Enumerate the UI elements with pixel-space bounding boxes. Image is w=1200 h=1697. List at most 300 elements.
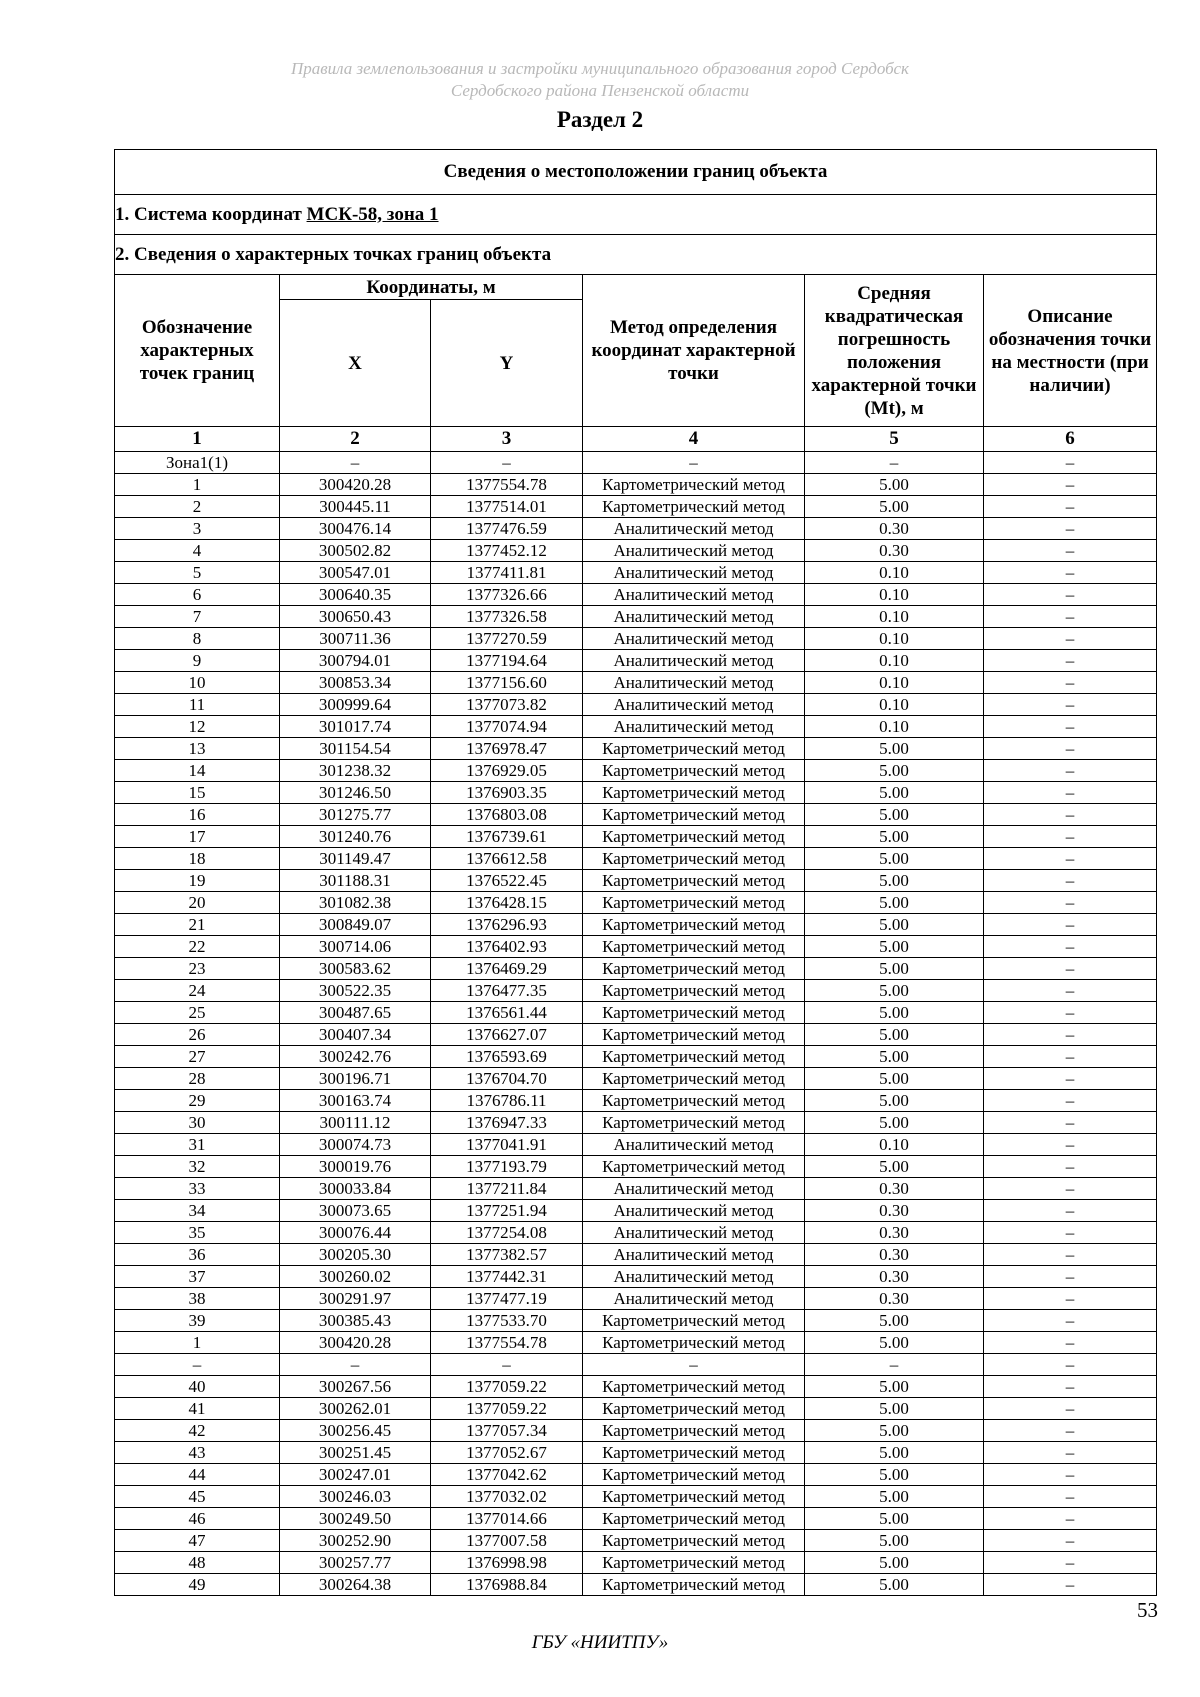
x-coord-cell: 300256.45 (280, 1420, 431, 1442)
x-coord-cell: 300385.43 (280, 1310, 431, 1332)
table-row (115, 1002, 1157, 1024)
y-coord-cell: 1377014.66 (431, 1508, 583, 1530)
description-cell: – (984, 848, 1157, 870)
table-row (115, 738, 1157, 760)
error-cell: 0.10 (805, 1134, 984, 1156)
col-header-method: Метод определения координат характерной точки (583, 275, 805, 427)
description-cell: – (984, 540, 1157, 562)
table-row (115, 562, 1157, 584)
y-coord-cell: 1377156.60 (431, 672, 583, 694)
x-coord-cell: 300246.03 (280, 1486, 431, 1508)
method-cell: Картометрический метод (583, 760, 805, 782)
point-id-cell: 18 (115, 848, 280, 870)
method-cell: Картометрический метод (583, 914, 805, 936)
col-number-1: 1 (115, 427, 280, 452)
table-row (115, 474, 1157, 496)
description-cell: – (984, 496, 1157, 518)
description-cell: – (984, 1376, 1157, 1398)
x-coord-cell: 300476.14 (280, 518, 431, 540)
method-cell: Аналитический метод (583, 584, 805, 606)
col-number-4: 4 (583, 427, 805, 452)
x-coord-cell: 300794.01 (280, 650, 431, 672)
point-id-cell: 47 (115, 1530, 280, 1552)
point-id-cell: 36 (115, 1244, 280, 1266)
error-cell: 5.00 (805, 892, 984, 914)
description-cell: – (984, 1332, 1157, 1354)
description-cell: – (984, 980, 1157, 1002)
col-header-coords: Координаты, м (280, 275, 583, 300)
description-cell: – (984, 892, 1157, 914)
point-id-cell: 39 (115, 1310, 280, 1332)
point-id-cell: 34 (115, 1200, 280, 1222)
method-cell: Аналитический метод (583, 518, 805, 540)
table-row (115, 1486, 1157, 1508)
y-coord-cell: – (431, 1354, 583, 1376)
y-coord-cell: 1377041.91 (431, 1134, 583, 1156)
col-header-y: Y (431, 300, 583, 427)
method-cell: Аналитический метод (583, 1288, 805, 1310)
method-cell: Аналитический метод (583, 694, 805, 716)
y-coord-cell: 1376522.45 (431, 870, 583, 892)
table-row (115, 1310, 1157, 1332)
coord-system-label: 1. Система координат (115, 203, 302, 225)
description-cell: – (984, 584, 1157, 606)
description-cell: – (984, 452, 1157, 474)
point-id-cell: 19 (115, 870, 280, 892)
x-coord-cell: 300487.65 (280, 1002, 431, 1024)
table-body (115, 452, 1157, 1596)
y-coord-cell: 1377211.84 (431, 1178, 583, 1200)
description-cell: – (984, 562, 1157, 584)
table-row (115, 1508, 1157, 1530)
x-coord-cell: 300547.01 (280, 562, 431, 584)
error-cell: 0.10 (805, 584, 984, 606)
error-cell: 0.10 (805, 672, 984, 694)
point-id-cell: Зона1(1) (115, 452, 280, 474)
table-row (115, 1574, 1157, 1596)
error-cell: 5.00 (805, 1486, 984, 1508)
x-coord-cell: – (280, 452, 431, 474)
table-row (115, 1288, 1157, 1310)
point-id-cell: 20 (115, 892, 280, 914)
point-id-cell: 35 (115, 1222, 280, 1244)
x-coord-cell: 300267.56 (280, 1376, 431, 1398)
table-row (115, 958, 1157, 980)
description-cell: – (984, 958, 1157, 980)
table-row (115, 496, 1157, 518)
description-cell: – (984, 1354, 1157, 1376)
description-cell: – (984, 1200, 1157, 1222)
table-row (115, 848, 1157, 870)
description-cell: – (984, 1156, 1157, 1178)
table-row (115, 628, 1157, 650)
error-cell: 5.00 (805, 1508, 984, 1530)
method-cell: Картометрический метод (583, 826, 805, 848)
col-number-6: 6 (984, 427, 1157, 452)
x-coord-cell: 300163.74 (280, 1090, 431, 1112)
description-cell: – (984, 1574, 1157, 1596)
table-row (115, 452, 1157, 474)
x-coord-cell: 301017.74 (280, 716, 431, 738)
method-cell: Аналитический метод (583, 628, 805, 650)
y-coord-cell: 1376704.70 (431, 1068, 583, 1090)
description-cell: – (984, 672, 1157, 694)
y-coord-cell: 1376561.44 (431, 1002, 583, 1024)
error-cell: 0.10 (805, 694, 984, 716)
y-coord-cell: 1377554.78 (431, 1332, 583, 1354)
point-id-cell: 33 (115, 1178, 280, 1200)
point-id-cell: 6 (115, 584, 280, 606)
description-cell: – (984, 914, 1157, 936)
point-id-cell: 13 (115, 738, 280, 760)
point-id-cell: 9 (115, 650, 280, 672)
error-cell: 5.00 (805, 958, 984, 980)
error-cell: 5.00 (805, 914, 984, 936)
y-coord-cell: 1376929.05 (431, 760, 583, 782)
method-cell: Аналитический метод (583, 1244, 805, 1266)
x-coord-cell: 300291.97 (280, 1288, 431, 1310)
y-coord-cell: 1377514.01 (431, 496, 583, 518)
error-cell: 5.00 (805, 1442, 984, 1464)
y-coord-cell: 1376428.15 (431, 892, 583, 914)
error-cell: 0.10 (805, 628, 984, 650)
x-coord-cell: 300711.36 (280, 628, 431, 650)
point-id-cell: 23 (115, 958, 280, 980)
description-cell: – (984, 1178, 1157, 1200)
point-id-cell: 38 (115, 1288, 280, 1310)
method-cell: Картометрический метод (583, 1112, 805, 1134)
table-row (115, 1244, 1157, 1266)
point-id-cell: 4 (115, 540, 280, 562)
method-cell: Аналитический метод (583, 1266, 805, 1288)
method-cell: Аналитический метод (583, 672, 805, 694)
point-id-cell: 29 (115, 1090, 280, 1112)
description-cell: – (984, 1024, 1157, 1046)
point-id-cell: 1 (115, 474, 280, 496)
error-cell: 5.00 (805, 826, 984, 848)
error-cell: 5.00 (805, 1574, 984, 1596)
y-coord-cell: – (431, 452, 583, 474)
col-header-error: Средняя квадратическая погрешность положения характерной точки (Mt), м (805, 275, 984, 427)
y-coord-cell: 1376469.29 (431, 958, 583, 980)
point-id-cell: 16 (115, 804, 280, 826)
error-cell: 5.00 (805, 1002, 984, 1024)
table-row (115, 606, 1157, 628)
x-coord-cell: 300252.90 (280, 1530, 431, 1552)
error-cell: 5.00 (805, 1464, 984, 1486)
x-coord-cell: 301246.50 (280, 782, 431, 804)
method-cell: Картометрический метод (583, 1068, 805, 1090)
description-cell: – (984, 760, 1157, 782)
description-cell: – (984, 1398, 1157, 1420)
points-section-label: 2. Сведения о характерных точках границ объекта (115, 235, 1157, 275)
y-coord-cell: 1377052.67 (431, 1442, 583, 1464)
point-id-cell: 43 (115, 1442, 280, 1464)
table-row (115, 1178, 1157, 1200)
point-id-cell: 3 (115, 518, 280, 540)
boundary-points-table (114, 149, 1157, 1596)
method-cell: Картометрический метод (583, 738, 805, 760)
table-row (115, 1464, 1157, 1486)
point-id-cell: 48 (115, 1552, 280, 1574)
method-cell: Картометрический метод (583, 848, 805, 870)
method-cell: Картометрический метод (583, 1310, 805, 1332)
x-coord-cell: 300502.82 (280, 540, 431, 562)
point-id-cell: 7 (115, 606, 280, 628)
method-cell: Аналитический метод (583, 540, 805, 562)
description-cell: – (984, 650, 1157, 672)
error-cell: 0.30 (805, 1244, 984, 1266)
x-coord-cell: 300033.84 (280, 1178, 431, 1200)
x-coord-cell: 300262.01 (280, 1398, 431, 1420)
table-row (115, 1200, 1157, 1222)
method-cell: – (583, 1354, 805, 1376)
col-number-2: 2 (280, 427, 431, 452)
table-row (115, 1046, 1157, 1068)
description-cell: – (984, 1464, 1157, 1486)
x-coord-cell: 300249.50 (280, 1508, 431, 1530)
description-cell: – (984, 716, 1157, 738)
y-coord-cell: 1377059.22 (431, 1376, 583, 1398)
method-cell: Картометрический метод (583, 1376, 805, 1398)
table-row (115, 1090, 1157, 1112)
description-cell: – (984, 1134, 1157, 1156)
error-cell: 0.30 (805, 518, 984, 540)
description-cell: – (984, 936, 1157, 958)
point-id-cell: 21 (115, 914, 280, 936)
point-id-cell: 1 (115, 1332, 280, 1354)
point-id-cell: 2 (115, 496, 280, 518)
table-row (115, 1068, 1157, 1090)
point-id-cell: 31 (115, 1134, 280, 1156)
x-coord-cell: 301154.54 (280, 738, 431, 760)
error-cell: 5.00 (805, 496, 984, 518)
x-coord-cell: 300076.44 (280, 1222, 431, 1244)
error-cell: 0.10 (805, 606, 984, 628)
table-row (115, 760, 1157, 782)
description-cell: – (984, 1090, 1157, 1112)
method-cell: Аналитический метод (583, 1200, 805, 1222)
y-coord-cell: 1377032.02 (431, 1486, 583, 1508)
y-coord-cell: 1376612.58 (431, 848, 583, 870)
table-row (115, 518, 1157, 540)
method-cell: – (583, 452, 805, 474)
error-cell: – (805, 452, 984, 474)
x-coord-cell: 300420.28 (280, 474, 431, 496)
error-cell: 5.00 (805, 980, 984, 1002)
error-cell: 5.00 (805, 1398, 984, 1420)
table-header (115, 150, 1157, 452)
y-coord-cell: 1377074.94 (431, 716, 583, 738)
method-cell: Аналитический метод (583, 1222, 805, 1244)
y-coord-cell: 1377193.79 (431, 1156, 583, 1178)
error-cell: 5.00 (805, 1530, 984, 1552)
error-cell: 5.00 (805, 1068, 984, 1090)
error-cell: 5.00 (805, 1552, 984, 1574)
error-cell: 5.00 (805, 1332, 984, 1354)
point-id-cell: 8 (115, 628, 280, 650)
method-cell: Картометрический метод (583, 1508, 805, 1530)
method-cell: Картометрический метод (583, 1046, 805, 1068)
y-coord-cell: 1376627.07 (431, 1024, 583, 1046)
y-coord-cell: 1377270.59 (431, 628, 583, 650)
table-row (115, 1398, 1157, 1420)
method-cell: Аналитический метод (583, 606, 805, 628)
x-coord-cell: 300074.73 (280, 1134, 431, 1156)
point-id-cell: 32 (115, 1156, 280, 1178)
y-coord-cell: 1376903.35 (431, 782, 583, 804)
table-row (115, 672, 1157, 694)
y-coord-cell: 1376786.11 (431, 1090, 583, 1112)
error-cell: 5.00 (805, 1046, 984, 1068)
y-coord-cell: 1376593.69 (431, 1046, 583, 1068)
y-coord-cell: 1377326.58 (431, 606, 583, 628)
x-coord-cell: 300196.71 (280, 1068, 431, 1090)
error-cell: 5.00 (805, 1376, 984, 1398)
x-coord-cell: 301149.47 (280, 848, 431, 870)
y-coord-cell: 1377477.19 (431, 1288, 583, 1310)
x-coord-cell: 301238.32 (280, 760, 431, 782)
table-row (115, 804, 1157, 826)
x-coord-cell: 300849.07 (280, 914, 431, 936)
y-coord-cell: 1377057.34 (431, 1420, 583, 1442)
description-cell: – (984, 1310, 1157, 1332)
x-coord-cell: 300111.12 (280, 1112, 431, 1134)
y-coord-cell: 1377452.12 (431, 540, 583, 562)
error-cell: 5.00 (805, 1420, 984, 1442)
point-id-cell: 42 (115, 1420, 280, 1442)
y-coord-cell: 1376947.33 (431, 1112, 583, 1134)
x-coord-cell: 300420.28 (280, 1332, 431, 1354)
y-coord-cell: 1377194.64 (431, 650, 583, 672)
x-coord-cell: 300583.62 (280, 958, 431, 980)
error-cell: 5.00 (805, 870, 984, 892)
method-cell: Картометрический метод (583, 1332, 805, 1354)
point-id-cell: 28 (115, 1068, 280, 1090)
y-coord-cell: 1377411.81 (431, 562, 583, 584)
point-id-cell: 44 (115, 1464, 280, 1486)
x-coord-cell: 300264.38 (280, 1574, 431, 1596)
error-cell: 0.30 (805, 1178, 984, 1200)
table-row (115, 936, 1157, 958)
point-id-cell: 25 (115, 1002, 280, 1024)
table-row (115, 1354, 1157, 1376)
method-cell: Картометрический метод (583, 936, 805, 958)
x-coord-cell: – (280, 1354, 431, 1376)
description-cell: – (984, 628, 1157, 650)
description-cell: – (984, 1266, 1157, 1288)
x-coord-cell: 300247.01 (280, 1464, 431, 1486)
y-coord-cell: 1377059.22 (431, 1398, 583, 1420)
method-cell: Картометрический метод (583, 1486, 805, 1508)
method-cell: Аналитический метод (583, 1178, 805, 1200)
point-id-cell: 22 (115, 936, 280, 958)
error-cell: 5.00 (805, 1090, 984, 1112)
description-cell: – (984, 1486, 1157, 1508)
table-row (115, 584, 1157, 606)
description-cell: – (984, 1508, 1157, 1530)
method-cell: Картометрический метод (583, 1156, 805, 1178)
table-row (115, 1332, 1157, 1354)
method-cell: Картометрический метод (583, 958, 805, 980)
method-cell: Картометрический метод (583, 782, 805, 804)
error-cell: 0.30 (805, 1288, 984, 1310)
x-coord-cell: 300714.06 (280, 936, 431, 958)
table-row (115, 1376, 1157, 1398)
description-cell: – (984, 1420, 1157, 1442)
y-coord-cell: 1376296.93 (431, 914, 583, 936)
method-cell: Картометрический метод (583, 1442, 805, 1464)
x-coord-cell: 300242.76 (280, 1046, 431, 1068)
description-cell: – (984, 1288, 1157, 1310)
x-coord-cell: 300999.64 (280, 694, 431, 716)
col-number-5: 5 (805, 427, 984, 452)
method-cell: Картометрический метод (583, 870, 805, 892)
error-cell: 5.00 (805, 474, 984, 496)
method-cell: Аналитический метод (583, 1134, 805, 1156)
error-cell: 5.00 (805, 782, 984, 804)
method-cell: Картометрический метод (583, 496, 805, 518)
table-row (115, 1530, 1157, 1552)
point-id-cell: 15 (115, 782, 280, 804)
y-coord-cell: 1377326.66 (431, 584, 583, 606)
page-number: 53 (1137, 1598, 1158, 1622)
point-id-cell: 27 (115, 1046, 280, 1068)
error-cell: 0.30 (805, 540, 984, 562)
point-id-cell: – (115, 1354, 280, 1376)
error-cell: 0.30 (805, 1266, 984, 1288)
method-cell: Картометрический метод (583, 1552, 805, 1574)
point-id-cell: 5 (115, 562, 280, 584)
error-cell: 5.00 (805, 804, 984, 826)
table-row (115, 914, 1157, 936)
error-cell: 5.00 (805, 1156, 984, 1178)
y-coord-cell: 1376739.61 (431, 826, 583, 848)
point-id-cell: 24 (115, 980, 280, 1002)
method-cell: Картометрический метод (583, 804, 805, 826)
table-row (115, 1024, 1157, 1046)
table-row (115, 694, 1157, 716)
table-row (115, 782, 1157, 804)
error-cell: 0.30 (805, 1200, 984, 1222)
method-cell: Аналитический метод (583, 562, 805, 584)
x-coord-cell: 300650.43 (280, 606, 431, 628)
x-coord-cell: 300251.45 (280, 1442, 431, 1464)
description-cell: – (984, 606, 1157, 628)
col-header-point: Обозначение характерных точек границ (115, 275, 280, 427)
description-cell: – (984, 738, 1157, 760)
document-header-line-1: Правила землепользования и застройки муниципального образования город Сердобск (290, 59, 909, 78)
description-cell: – (984, 1068, 1157, 1090)
description-cell: – (984, 782, 1157, 804)
table-row (115, 1112, 1157, 1134)
error-cell: – (805, 1354, 984, 1376)
error-cell: 5.00 (805, 1024, 984, 1046)
table-row (115, 892, 1157, 914)
point-id-cell: 40 (115, 1376, 280, 1398)
point-id-cell: 11 (115, 694, 280, 716)
y-coord-cell: 1377442.31 (431, 1266, 583, 1288)
table-row (115, 980, 1157, 1002)
y-coord-cell: 1376988.84 (431, 1574, 583, 1596)
table-row (115, 826, 1157, 848)
table-row (115, 1222, 1157, 1244)
point-id-cell: 17 (115, 826, 280, 848)
point-id-cell: 49 (115, 1574, 280, 1596)
y-coord-cell: 1377554.78 (431, 474, 583, 496)
col-header-description: Описание обозначения точки на местности (при наличии) (984, 275, 1157, 427)
description-cell: – (984, 870, 1157, 892)
